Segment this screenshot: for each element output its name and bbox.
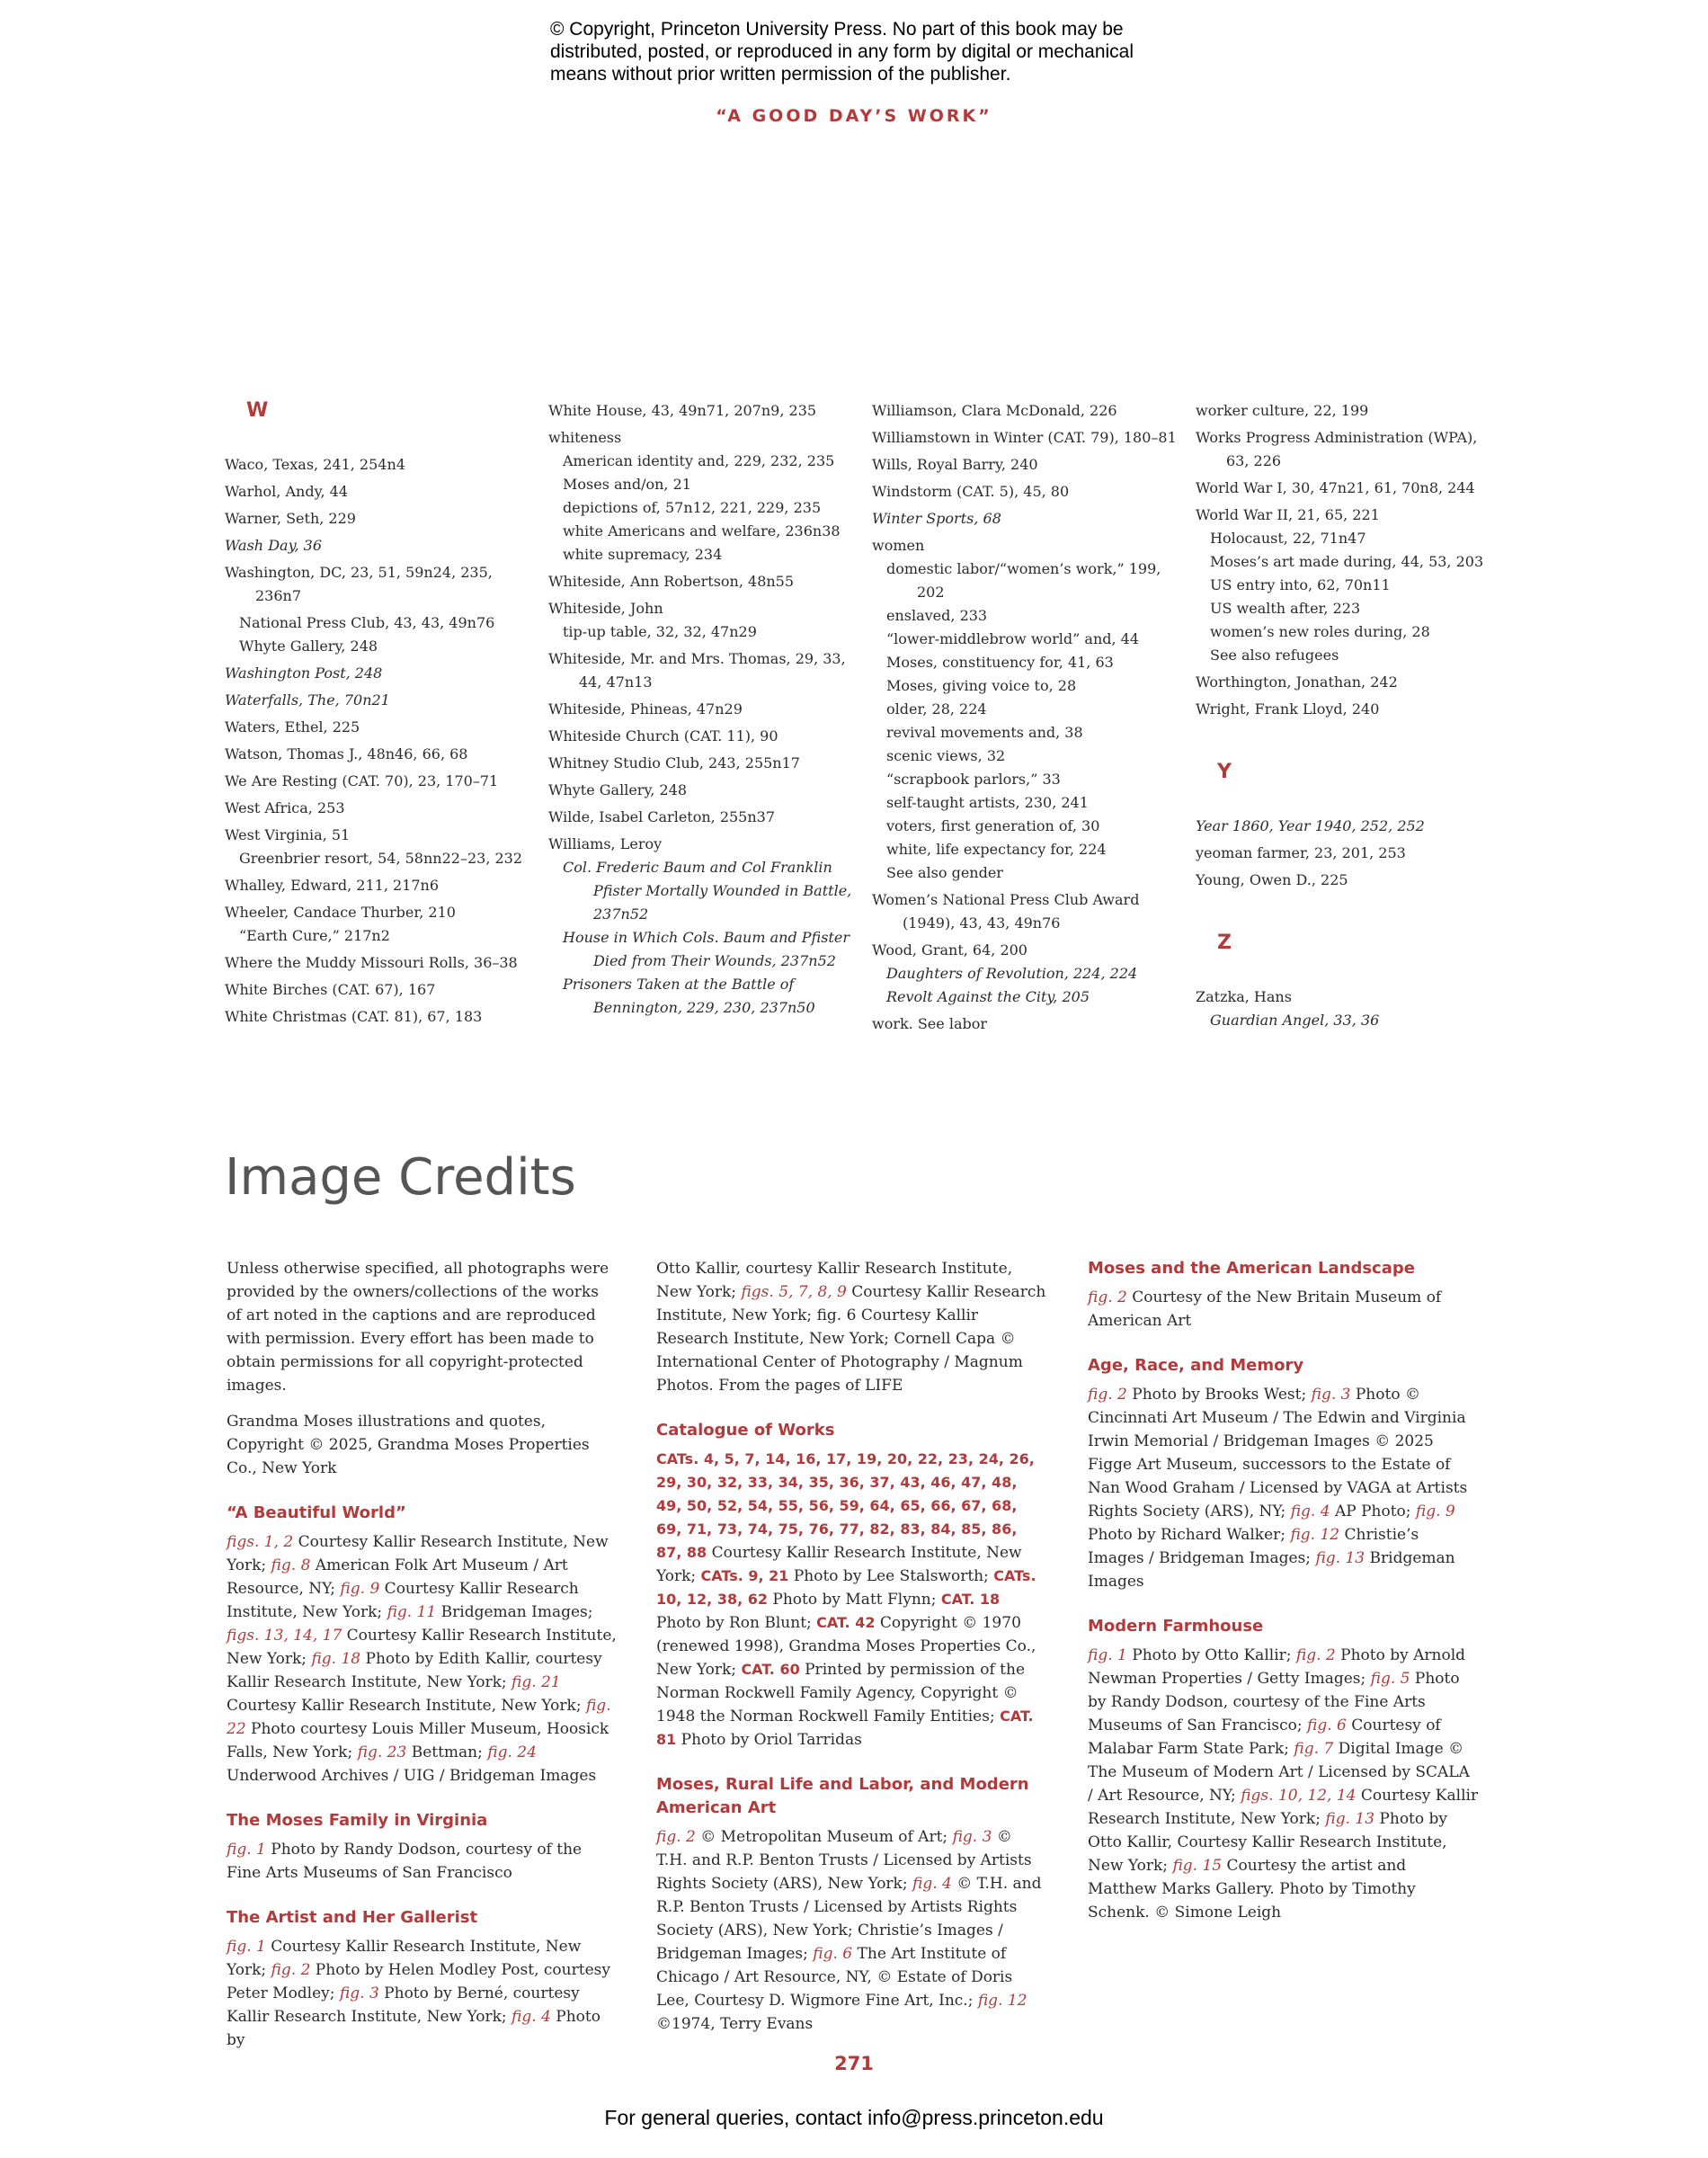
credits-gallerist: fig. 1 Courtesy Kallir Research Institute, New York; fig. 2 Photo by Helen Modley Post, courtesy Peter Modley; fig. 3 Photo by Berné, courtesy Kallir Research Institute, New York; fig. 4 Photo by (227, 1938, 610, 2049)
index-subentry: Guardian Angel, 33, 36 (1210, 1012, 1380, 1029)
index-subentry: US entry into, 62, 70n11 (1210, 576, 1391, 593)
index-entry: whiteness (548, 429, 622, 446)
index-subentry: Whyte Gallery, 248 (239, 638, 378, 655)
index-entry: Wash Day, 36 (225, 537, 323, 554)
index-entry: White House, 43, 49n71, 207n9, 235 (548, 402, 817, 419)
index-column-2 (548, 399, 854, 1020)
index-entry: Whiteside, John (548, 600, 663, 617)
image-credits-title: Image Credits (225, 1148, 576, 1207)
index-subentry: See also gender (886, 864, 1003, 881)
index-subentry: depictions of, 57n12, 221, 229, 235 (563, 499, 822, 516)
index-subentry: voters, first generation of, 30 (886, 817, 1100, 834)
index-entry: Washington, DC, 23, 51, 59n24, 235, 236n7 (225, 564, 493, 604)
index-entry: We Are Resting (CAT. 70), 23, 170–71 (225, 772, 499, 789)
index-entry: White Birches (CAT. 67), 167 (225, 981, 436, 998)
index-subentry: US wealth after, 223 (1210, 600, 1361, 617)
index-entry: women (872, 537, 925, 554)
section-heading-gallerist: The Artist and Her Gallerist (227, 1908, 478, 1927)
index-entry: Whiteside, Ann Robertson, 48n55 (548, 573, 795, 590)
index-subentry: revival movements and, 38 (886, 724, 1083, 741)
index-entry: Williamstown in Winter (CAT. 79), 180–81 (872, 429, 1177, 446)
credits-intro: Unless otherwise specified, all photographs were provided by the owners/collections of the works of art noted in the captions and are reproduced with permission. Every effort has been made to obtain permissions for all copyright-protected images. (227, 1260, 609, 1395)
index-entry: work. See labor (872, 1015, 988, 1032)
index-subentry: domestic labor/“women’s work,” 199, 202 (886, 560, 1161, 601)
index-subentry: enslaved, 233 (886, 607, 988, 624)
section-heading-landscape: Moses and the American Landscape (1088, 1259, 1415, 1278)
section-heading-beautiful-world: “A Beautiful World” (227, 1503, 406, 1522)
index-entry: Washington Post, 248 (225, 664, 383, 682)
index-entry: Whalley, Edward, 211, 217n6 (225, 877, 440, 894)
index-subentry: tip-up table, 32, 32, 47n29 (563, 623, 757, 640)
index-entry: Works Progress Administration (WPA), 63, 226 (1196, 429, 1478, 469)
index-entry: World War I, 30, 47n21, 61, 70n8, 244 (1196, 479, 1475, 496)
credits-age-race: fig. 2 Photo by Brooks West; fig. 3 Photo © Cincinnati Art Museum / The Edwin and Virginia Irwin Memorial / Bridgeman Images © 2025 Figge Art Museum, successors to the Estate of Nan Wood Graham / Licensed by VAGA at Artists Rights Society (ARS), NY; fig. 4 AP Photo; fig. 9 Photo by Richard Walker; fig. 12 Christie’s Images / Bridgeman Images; fig. 13 Bridgeman Images (1088, 1386, 1468, 1591)
index-column-3 (872, 399, 1178, 1039)
credits-farmhouse: fig. 1 Photo by Otto Kallir; fig. 2 Photo by Arnold Newman Properties / Getty Images; fig. 5 Photo by Randy Dodson, courtesy of the Fine Arts Museums of San Francisco; fig. 6 Courtesy of Malabar Farm State Park; fig. 7 Digital Image © The Museum of Modern Art / Licensed by SCALA / Art Resource, NY; figs. 10, 12, 14 Courtesy Kallir Research Institute, New York; fig. 13 Photo by Otto Kallir, Courtesy Kallir Research Institute, New York; fig. 15 Courtesy the artist and Matthew Marks Gallery. Photo by Timothy Schenk. © Simone Leigh (1088, 1646, 1479, 1922)
index-entry: Wheeler, Candace Thurber, 210 (225, 904, 456, 921)
section-heading-age-race: Age, Race, and Memory (1088, 1356, 1304, 1375)
index-entry: White Christmas (CAT. 81), 67, 183 (225, 1008, 483, 1025)
index-subentry: Daughters of Revolution, 224, 224 (886, 965, 1138, 982)
credits-gallerist-continued: Otto Kallir, courtesy Kallir Research Institute, New York; figs. 5, 7, 8, 9 Courtesy Kallir Research Institute, New York; fig. 6 Courtesy Kallir Research Institute, New York; Cornell Capa © International Center of Photography / Magnum Photos. From the pages of LIFE (656, 1260, 1046, 1395)
index-entry: Whitney Studio Club, 243, 255n17 (548, 754, 800, 771)
index-entry: West Africa, 253 (225, 799, 345, 816)
index-entry: West Virginia, 51 (225, 826, 351, 843)
index-entry: World War II, 21, 65, 221 (1196, 506, 1380, 523)
index-subentry: self-taught artists, 230, 241 (886, 794, 1089, 811)
index-subentry: National Press Club, 43, 43, 49n76 (239, 614, 495, 631)
index-subentry: “Earth Cure,” 217n2 (239, 927, 390, 944)
index-subentry: Moses’s art made during, 44, 53, 203 (1210, 553, 1484, 570)
index-letter-y: Y (1217, 761, 1232, 783)
credits-moses-family: fig. 1 Photo by Randy Dodson, courtesy of the Fine Arts Museums of San Francisco (227, 1841, 583, 1882)
index-entry: Zatzka, Hans (1196, 988, 1292, 1005)
index-subentry: Moses and/on, 21 (563, 476, 691, 493)
index-subentry: See also refugees (1210, 647, 1339, 664)
index-subentry: women’s new roles during, 28 (1210, 623, 1430, 640)
index-subentry: House in Which Cols. Baum and Pfister Died from Their Wounds, 237n52 (563, 929, 850, 969)
index-subentry: Col. Frederic Baum and Col Franklin Pfister Mortally Wounded in Battle, 237n52 (563, 859, 852, 923)
section-heading-rural-life: Moses, Rural Life and Labor, and Modern American Art (656, 1775, 1029, 1817)
index-subentry: older, 28, 224 (886, 700, 987, 718)
index-subentry: Moses, giving voice to, 28 (886, 677, 1077, 694)
section-heading-moses-family: The Moses Family in Virginia (227, 1811, 488, 1830)
index-entry: Wright, Frank Lloyd, 240 (1196, 700, 1380, 718)
index-entry: Warhol, Andy, 44 (225, 483, 349, 500)
index-subentry: “lower-middlebrow world” and, 44 (886, 630, 1140, 647)
index-entry: Waters, Ethel, 225 (225, 718, 360, 736)
index-entry: Watson, Thomas J., 48n46, 66, 68 (225, 745, 468, 762)
index-entry: worker culture, 22, 199 (1196, 402, 1369, 419)
index-entry: Wilde, Isabel Carleton, 255n37 (548, 808, 776, 825)
index-subentry: Prisoners Taken at the Battle of Bennington, 229, 230, 237n50 (563, 976, 815, 1016)
footer-contact: For general queries, contact info@press.princeton.edu (604, 2106, 1104, 2129)
credits-column-1 (227, 1257, 618, 2064)
index-subentry: Holocaust, 22, 71n47 (1210, 530, 1366, 547)
credits-copyright: Grandma Moses illustrations and quotes, Copyright © 2025, Grandma Moses Properties Co., New York (227, 1413, 590, 1477)
credits-rural-life: fig. 2 © Metropolitan Museum of Art; fig. 3 © T.H. and R.P. Benton Trusts / Licensed by Artists Rights Society (ARS), New York; fig. 4 © T.H. and R.P. Benton Trusts / Licensed by Artists Rights Society (ARS), New York; Christie’s Images / Bridgeman Images; fig. 6 The Art Institute of Chicago / Art Resource, NY, © Estate of Doris Lee, Courtesy D. Wigmore Fine Art, Inc.; fig. 12 ©1974, Terry Evans (656, 1828, 1042, 2033)
page-number: 271 (834, 2053, 874, 2074)
credits-catalogue: CATs. 4, 5, 7, 14, 16, 17, 19, 20, 22, 23, 24, 26, 29, 30, 32, 33, 34, 35, 36, 37, 43, 46, 47, 48, 49, 50, 52, 54, 55, 56, 59, 64, 65, 66, 67, 68, 69, 71, 73, 74, 75, 76, 77, 82, 83, 84, 85, 86, 87, 88 Courtesy Kallir Research Institute, New York; CATs. 9, 21 Photo by Lee Stalsworth; CATs. 10, 12, 38, 62 Photo by Matt Flynn; CAT. 18 Photo by Ron Blunt; CAT. 42 Copyright © 1970 (renewed 1998), Grandma Moses Properties Co., New York; CAT. 60 Printed by permission of the Norman Rockwell Family Agency, Copyright © 1948 the Norman Rockwell Family Entities; CAT. 81 Photo by Oriol Tarridas (656, 1450, 1036, 1749)
index-subentry: Greenbrier resort, 54, 58nn22–23, 232 (239, 850, 523, 867)
index-subentry: “scrapbook parlors,” 33 (886, 771, 1061, 788)
index-letter-w: W (246, 399, 269, 422)
section-heading-catalogue: Catalogue of Works (656, 1421, 835, 1440)
index-entry: Williams, Leroy (548, 835, 663, 852)
index-entry: Young, Owen D., 225 (1196, 871, 1348, 888)
index-entry: Where the Muddy Missouri Rolls, 36–38 (225, 954, 518, 971)
index-subentry: white Americans and welfare, 236n38 (563, 522, 841, 540)
index-subentry: American identity and, 229, 232, 235 (563, 452, 835, 469)
index-entry: Winter Sports, 68 (872, 510, 1001, 527)
index-entry: Worthington, Jonathan, 242 (1196, 673, 1398, 691)
index-entry: Windstorm (CAT. 5), 45, 80 (872, 483, 1070, 500)
index-entry: Wood, Grant, 64, 200 (872, 941, 1027, 959)
index-entry: Williamson, Clara McDonald, 226 (872, 402, 1117, 419)
index-subentry: Moses, constituency for, 41, 63 (886, 654, 1114, 671)
index-entry: Waterfalls, The, 70n21 (225, 691, 390, 709)
credits-beautiful-world: figs. 1, 2 Courtesy Kallir Research Institute, New York; fig. 8 American Folk Art Museum / Art Resource, NY; fig. 9 Courtesy Kallir Research Institute, New York; fig. 11 Bridgeman Images; figs. 13, 14, 17 Courtesy Kallir Research Institute, New York; fig. 18 Photo by Edith Kallir, courtesy Kallir Research Institute, New York; fig. 21 Courtesy Kallir Research Institute, New York; fig. 22 Photo courtesy Louis Miller Museum, Hoosick Falls, New York; fig. 23 Bettman; fig. 24 Underwood Archives / UIG / Bridgeman Images (227, 1533, 617, 1785)
index-letter-z: Z (1217, 932, 1232, 954)
index-entry: Whiteside, Phineas, 47n29 (548, 700, 743, 718)
running-head: “A GOOD DAY’S WORK” (716, 106, 992, 126)
credits-landscape: fig. 2 Courtesy of the New Britain Museum of American Art (1088, 1289, 1442, 1330)
index-entry: Women’s National Press Club Award (1949), 43, 43, 49n76 (872, 891, 1140, 932)
index-subentry: white supremacy, 234 (563, 546, 723, 563)
index-subentry: Revolt Against the City, 205 (886, 988, 1090, 1005)
index-entry: Whiteside, Mr. and Mrs. Thomas, 29, 33, 44, 47n13 (548, 650, 846, 691)
index-column-1 (225, 399, 530, 1032)
index-subentry: white, life expectancy for, 224 (886, 841, 1107, 858)
index-entry: Year 1860, Year 1940, 252, 252 (1196, 817, 1425, 834)
index-subentry: scenic views, 32 (886, 747, 1006, 764)
copyright-notice: © Copyright, Princeton University Press. No part of this book may be distributed, posted, or reproduced in any form by digital or mechanical means without prior written permission of the publisher. (550, 19, 1134, 85)
credits-column-3 (1088, 1257, 1479, 1937)
index-entry: Whyte Gallery, 248 (548, 781, 688, 798)
index-entry: Waco, Texas, 241, 254n4 (225, 456, 405, 473)
index-entry: yeoman farmer, 23, 201, 253 (1196, 844, 1406, 861)
index-entry: Warner, Seth, 229 (225, 510, 356, 527)
credits-column-2 (656, 1257, 1047, 2048)
index-column-4 (1196, 399, 1501, 1032)
index-entry: Wills, Royal Barry, 240 (872, 456, 1038, 473)
index-entry: Whiteside Church (CAT. 11), 90 (548, 727, 778, 745)
section-heading-farmhouse: Modern Farmhouse (1088, 1617, 1264, 1636)
